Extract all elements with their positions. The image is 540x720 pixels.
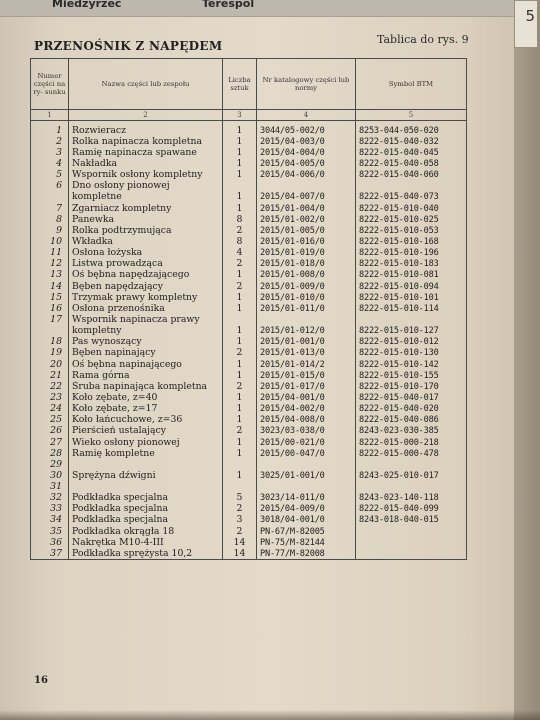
catalog-number: 2015/01-004/0 [257,203,356,214]
part-qty: 5 [223,493,257,504]
catalog-number: 2015/01-002/0 [257,214,356,225]
catalog-number: 3018/04-001/0 [257,515,356,526]
part-qty: 1 [223,270,257,281]
part-name: Podkładka specjalna [69,515,223,526]
catalog-number: PN-75/M-82144 [257,537,356,548]
catalog-number: 2015/04-006/0 [257,170,356,181]
catalog-number: 2015/04-002/0 [257,404,356,415]
btm-symbol: 8222-015-040-060 [356,170,467,181]
part-name: Wspornik osłony kompletny [69,170,223,181]
table-row [31,504,467,515]
table-row [31,548,467,560]
part-name: Oś bębna napinającego [69,359,223,370]
catalog-number: PN-67/M-82005 [257,526,356,537]
catalog-number: 3044/05-002/0 [257,125,356,136]
part-qty: 1 [223,170,257,181]
btm-symbol: 8222-015-040-020 [356,404,467,415]
part-number: 31 [31,482,69,493]
part-name: Ramię napinacza spawane [69,147,223,158]
col-header-symbol: Symbol BTM [356,59,467,110]
catalog-number: 2015/01-018/0 [257,259,356,270]
part-qty: 1 [223,359,257,370]
part-number: 16 [31,303,69,314]
btm-symbol: 8222-015-010-012 [356,337,467,348]
part-number [31,326,69,337]
part-name: Śruba napinająca kompletna [69,381,223,392]
part-qty: 1 [223,415,257,426]
btm-symbol [356,482,467,493]
part-number: 4 [31,158,69,169]
table-row [31,236,467,247]
part-number: 30 [31,470,69,481]
part-name: Ramię kompletne [69,448,223,459]
catalog-number: 2015/01-017/0 [257,381,356,392]
part-number: 21 [31,370,69,381]
part-name: Nakrętka M10-4-III [69,537,223,548]
table-row [31,526,467,537]
btm-symbol [356,537,467,548]
part-number: 1 [31,125,69,136]
part-qty: 2 [223,526,257,537]
part-qty: 1 [223,292,257,303]
catalog-number: 2015/01-019/0 [257,248,356,259]
catalog-number: PN-77/M-82008 [257,548,356,560]
btm-symbol: 8222-015-010-142 [356,359,467,370]
part-qty: 1 [223,392,257,403]
btm-symbol: 8222-015-010-101 [356,292,467,303]
table-row [31,147,467,158]
btm-symbol: 8222-015-000-218 [356,437,467,448]
catalog-number: 3023/03-038/0 [257,426,356,437]
table-row [31,158,467,169]
table-row [31,292,467,303]
col-header-qty: Liczba sztuk [223,59,257,110]
part-number: 34 [31,515,69,526]
part-number: 11 [31,248,69,259]
part-qty: 2 [223,426,257,437]
table-row [31,459,467,470]
btm-symbol: 8222-015-040-086 [356,415,467,426]
part-number: 8 [31,214,69,225]
btm-symbol: 8222-015-010-053 [356,225,467,236]
table-row [31,337,467,348]
btm-symbol: 8222-015-010-196 [356,248,467,259]
btm-symbol: 8243-023-140-118 [356,493,467,504]
parts-table [30,58,467,560]
catalog-number: 2015/01-001/0 [257,337,356,348]
table-row [31,303,467,314]
btm-symbol [356,181,467,192]
part-qty: 1 [223,192,257,203]
table-row [31,415,467,426]
part-qty: 1 [223,326,257,337]
catalog-number: 3025/01-001/0 [257,470,356,481]
part-name: Koło zębate, z=40 [69,392,223,403]
part-number: 3 [31,147,69,158]
part-qty: 1 [223,370,257,381]
part-qty: 3 [223,515,257,526]
btm-symbol: 8243-023-030-385 [356,426,467,437]
btm-symbol: 8243-018-040-015 [356,515,467,526]
btm-symbol: 8243-025-010-017 [356,470,467,481]
part-qty: 1 [223,404,257,415]
binder-edge [514,0,540,720]
part-number: 26 [31,426,69,437]
part-qty: 2 [223,225,257,236]
part-name: Panewka [69,214,223,225]
table-row [31,348,467,359]
part-number [31,192,69,203]
btm-symbol: 8222-015-010-155 [356,370,467,381]
btm-symbol: 8222-015-040-073 [356,192,467,203]
part-qty: 1 [223,158,257,169]
part-name: Podkładka specjalna [69,493,223,504]
part-qty: 1 [223,303,257,314]
table-row [31,225,467,236]
part-number: 19 [31,348,69,359]
part-name: Pas wynoszący [69,337,223,348]
table-row [31,537,467,548]
part-number: 9 [31,225,69,236]
part-qty [223,459,257,470]
btm-symbol: 8222-015-010-170 [356,381,467,392]
table-row [31,248,467,259]
table-row [31,326,467,337]
part-qty: 4 [223,248,257,259]
btm-symbol: 8222-015-010-168 [356,236,467,247]
part-number: 12 [31,259,69,270]
part-name: Osłona przenośnika [69,303,223,314]
btm-symbol: 8222-015-010-114 [356,303,467,314]
part-name: Bęben napinający [69,348,223,359]
part-name: Listwa prowadząca [69,259,223,270]
parts-table-body [31,125,467,560]
catalog-number: 2015/01-010/0 [257,292,356,303]
catalog-number: 2015/01-008/0 [257,270,356,281]
catalog-number: 2015/01-014/2 [257,359,356,370]
part-qty: 8 [223,236,257,247]
part-number: 14 [31,281,69,292]
catalog-number: 2015/00-021/0 [257,437,356,448]
strip-text-right: Terespol [202,0,255,10]
catalog-number [257,482,356,493]
col-index: 5 [356,110,467,121]
table-row [31,259,467,270]
part-qty: 1 [223,437,257,448]
part-number: 36 [31,537,69,548]
top-paper-strip [0,0,540,17]
btm-symbol: 8222-015-000-478 [356,448,467,459]
part-qty [223,482,257,493]
part-name: Bęben napędzający [69,281,223,292]
part-number: 27 [31,437,69,448]
part-number: 10 [31,236,69,247]
table-row [31,470,467,481]
col-header-catalog: Nr katalogowy części lub normy [257,59,356,110]
part-number: 18 [31,337,69,348]
part-number: 24 [31,404,69,415]
part-qty: 8 [223,214,257,225]
catalog-number: 2015/01-005/0 [257,225,356,236]
part-name: Rama górna [69,370,223,381]
page-title: PRZENOŚNIK Z NAPĘDEM [34,39,223,53]
catalog-number: 2015/01-013/0 [257,348,356,359]
btm-symbol [356,459,467,470]
part-name: Sprężyna dźwigni [69,470,223,481]
part-name: Wspornik napinacza prawy [69,314,223,325]
catalog-number [257,459,356,470]
table-row [31,437,467,448]
part-qty: 1 [223,448,257,459]
part-number: 28 [31,448,69,459]
part-name: Zgarniacz kompletny [69,203,223,214]
btm-symbol: 8222-015-040-045 [356,147,467,158]
table-row [31,270,467,281]
table-header-row [31,59,467,110]
catalog-number: 2015/04-008/0 [257,415,356,426]
part-name: Osłona łożyska [69,248,223,259]
catalog-number: 2015/00-047/0 [257,448,356,459]
table-row [31,359,467,370]
btm-symbol: 8222-015-010-094 [356,281,467,292]
catalog-number: 2015/04-003/0 [257,136,356,147]
part-number: 37 [31,548,69,560]
part-name: Podkładka sprężysta 10,2 [69,548,223,560]
table-row [31,515,467,526]
part-qty: 2 [223,504,257,515]
part-name: kompletne [69,192,223,203]
part-number: 5 [31,170,69,181]
table-reference: Tablica do rys. 9 [377,33,469,46]
catalog-number: 2015/04-001/0 [257,392,356,403]
part-name [69,482,223,493]
part-name: Pierścień ustalający [69,426,223,437]
part-qty [223,181,257,192]
part-qty: 1 [223,337,257,348]
part-qty: 2 [223,259,257,270]
part-name: Podkładka okrągła 18 [69,526,223,537]
part-number: 29 [31,459,69,470]
part-qty: 1 [223,470,257,481]
part-number: 23 [31,392,69,403]
strip-text-left: Miedzyrzec [52,0,122,10]
catalog-number: 2015/04-005/0 [257,158,356,169]
table-row [31,125,467,136]
btm-symbol [356,526,467,537]
btm-symbol: 8222-015-010-081 [356,270,467,281]
table-row [31,170,467,181]
column-index-row [31,110,467,121]
col-header-name: Nazwa części lub zespołu [69,59,223,110]
part-number: 17 [31,314,69,325]
btm-symbol: 8222-015-010-040 [356,203,467,214]
part-name: Koło zębate, z=17 [69,404,223,415]
catalog-number: 2015/04-009/0 [257,504,356,515]
btm-symbol: 8222-015-010-130 [356,348,467,359]
part-name: Rolka napinacza kompletna [69,136,223,147]
scan-shadow [0,710,540,720]
part-qty: 1 [223,136,257,147]
table-row [31,392,467,403]
part-qty: 1 [223,147,257,158]
table-row [31,381,467,392]
table-row [31,192,467,203]
part-number: 35 [31,526,69,537]
catalog-number: 2015/01-012/0 [257,326,356,337]
col-index: 2 [69,110,223,121]
part-number: 33 [31,504,69,515]
part-qty: 2 [223,281,257,292]
btm-symbol: 8222-015-040-017 [356,392,467,403]
table-row [31,426,467,437]
table-row [31,281,467,292]
part-number: 15 [31,292,69,303]
part-qty: 14 [223,548,257,560]
table-row [31,493,467,504]
table-row [31,448,467,459]
part-qty: 2 [223,348,257,359]
catalog-number: 2015/04-007/0 [257,192,356,203]
btm-symbol: 8253-044-050-020 [356,125,467,136]
side-index-card [514,0,538,48]
part-name: Podkładka specjalna [69,504,223,515]
table-row [31,136,467,147]
part-name: Trzymak prawy kompletny [69,292,223,303]
table-row [31,370,467,381]
btm-symbol [356,314,467,325]
part-name: Koło łańcuchowe, z=36 [69,415,223,426]
btm-symbol: 8222-015-040-099 [356,504,467,515]
part-number: 13 [31,270,69,281]
part-name: kompletny [69,326,223,337]
table-row [31,314,467,325]
part-name [69,459,223,470]
part-number: 2 [31,136,69,147]
col-index: 4 [257,110,356,121]
catalog-number: 2015/01-011/0 [257,303,356,314]
part-number: 25 [31,415,69,426]
catalog-number [257,181,356,192]
part-qty: 14 [223,537,257,548]
part-name: Rozwieracz [69,125,223,136]
catalog-number [257,314,356,325]
col-header-number: Numer części na ry- sunku [31,59,69,110]
part-qty [223,314,257,325]
part-name: Wieko osłony pionowej [69,437,223,448]
page-number: 16 [34,675,48,686]
btm-symbol: 8222-015-040-058 [356,158,467,169]
part-qty: 1 [223,203,257,214]
catalog-number: 2015/04-004/0 [257,147,356,158]
part-name: Rolka podtrzymująca [69,225,223,236]
btm-symbol: 8222-015-010-127 [356,326,467,337]
catalog-number: 3023/14-011/0 [257,493,356,504]
part-number: 22 [31,381,69,392]
table-row [31,214,467,225]
part-number: 32 [31,493,69,504]
table-row [31,181,467,192]
col-index: 3 [223,110,257,121]
catalog-number: 2015/01-009/0 [257,281,356,292]
part-qty: 2 [223,381,257,392]
btm-symbol [356,548,467,560]
part-name: Wkładka [69,236,223,247]
part-number: 20 [31,359,69,370]
table-row [31,404,467,415]
btm-symbol: 8222-015-010-025 [356,214,467,225]
part-qty: 1 [223,125,257,136]
part-name: Dno osłony pionowej [69,181,223,192]
catalog-number: 2015/01-015/0 [257,370,356,381]
btm-symbol: 8222-015-010-183 [356,259,467,270]
part-name: Oś bębna napędzającego [69,270,223,281]
part-number: 6 [31,181,69,192]
catalog-number: 2015/01-016/0 [257,236,356,247]
part-name: Nakładka [69,158,223,169]
col-index: 1 [31,110,69,121]
part-number: 7 [31,203,69,214]
table-row [31,482,467,493]
side-card-number: 5 [525,7,535,25]
table-row [31,203,467,214]
btm-symbol: 8222-015-040-032 [356,136,467,147]
